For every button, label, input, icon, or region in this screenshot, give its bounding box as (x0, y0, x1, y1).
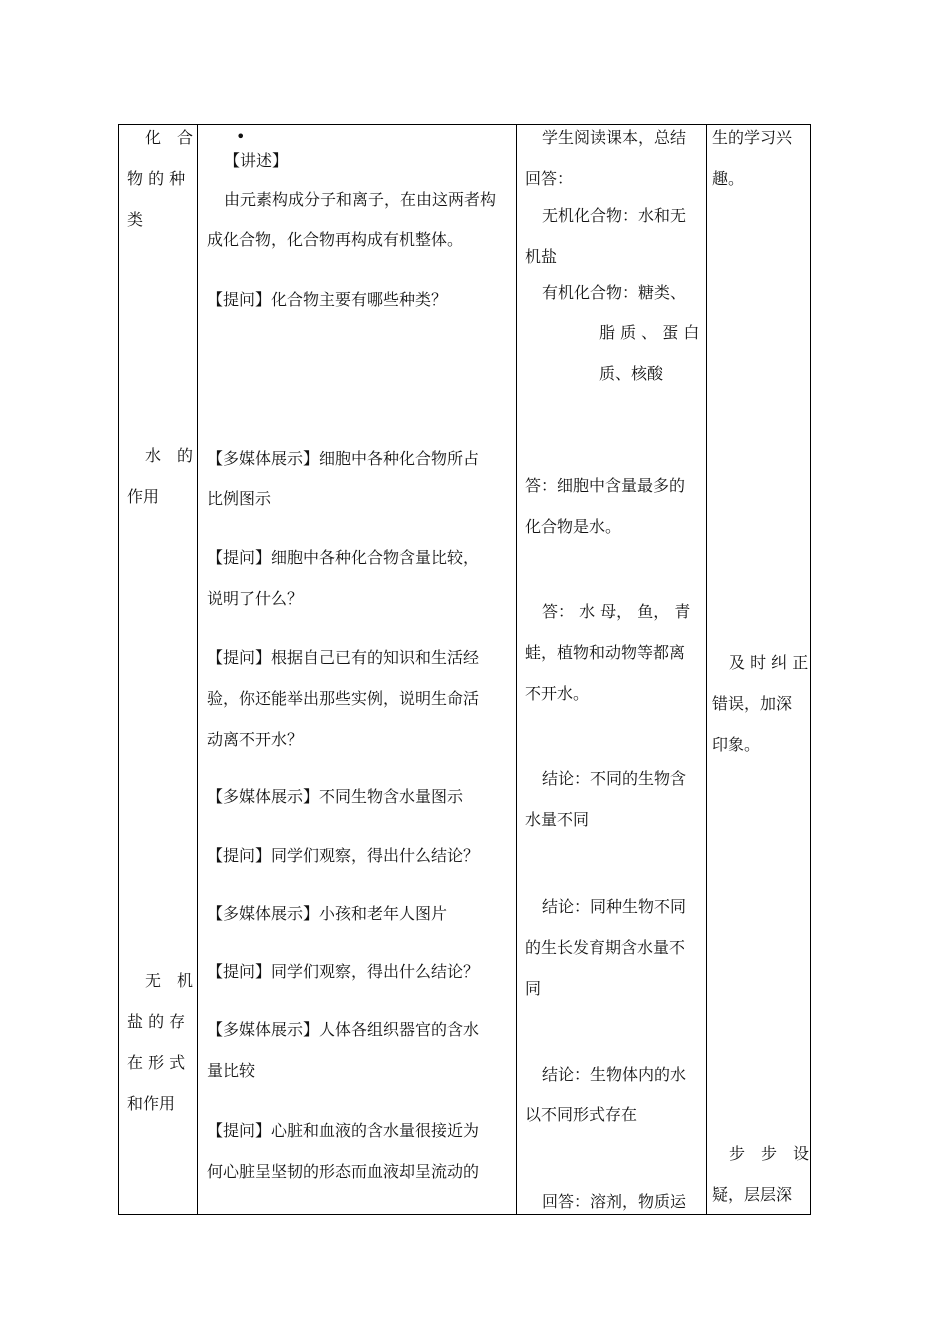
teacher-line: 【多媒体展示】不同生物含水量图示 (207, 787, 464, 806)
intent-line: 生的学习兴 (712, 128, 793, 147)
teacher-line: 【提问】根据自己已有的知识和生活经 (207, 648, 480, 667)
teacher-line: 【多媒体展示】人体各组织器官的含水 (207, 1020, 480, 1039)
teacher-line: 说明了什么？ (207, 589, 304, 608)
student-line: 学生阅读课本，总结 (542, 128, 687, 147)
teacher-line: 【提问】化合物主要有哪些种类？ (207, 290, 448, 309)
topic-inorganic-salt: 和作用 (127, 1094, 176, 1113)
teacher-line: 比例图示 (207, 489, 272, 508)
teacher-line: 【提问】细胞中各种化合物含量比较， (207, 548, 480, 567)
teacher-line: 量比较 (207, 1061, 256, 1080)
teacher-line: 动离不开水？ (207, 730, 304, 749)
student-line: 化合物是水。 (525, 517, 622, 536)
column-divider (516, 125, 517, 1214)
student-line: 结论：同种生物不同 (542, 897, 687, 916)
intent-line: 步 步 设 (729, 1144, 810, 1163)
topic-inorganic-salt: 盐 的 存 (127, 1012, 186, 1031)
intent-line: 及 时 纠 正 (729, 653, 809, 672)
student-line: 有机化合物：糖类、 (542, 283, 687, 302)
student-line: 以不同形式存在 (525, 1105, 638, 1124)
student-line: 答：细胞中含量最多的 (525, 476, 686, 495)
student-line: 答： 水 母， 鱼， 青 (542, 602, 691, 621)
topic-inorganic-salt: 在 形 式 (127, 1053, 186, 1072)
lesson-plan-table (118, 124, 811, 1215)
column-divider (706, 125, 707, 1214)
student-line: 蛙，植物和动物等都离 (525, 643, 686, 662)
student-line: 机盐 (525, 247, 558, 266)
student-line: 的生长发育期含水量不 (525, 938, 686, 957)
teacher-line: 【提问】心脏和血液的含水量很接近为 (207, 1121, 480, 1140)
intent-line: 趣。 (712, 169, 745, 188)
student-line: 脂 质 、 蛋 白 (599, 323, 700, 342)
column-divider (197, 125, 198, 1214)
student-line: 水量不同 (525, 810, 590, 829)
topic-compound-types: 化 合 (145, 128, 194, 147)
topic-compound-types: 类 (127, 210, 144, 229)
student-line: 回答：溶剂，物质运 (542, 1192, 687, 1211)
student-line: 无机化合物：水和无 (542, 206, 687, 225)
bullet-point: • (236, 127, 246, 146)
student-line: 不开水。 (525, 684, 590, 703)
topic-inorganic-salt: 无 机 (145, 971, 194, 990)
topic-water-role: 水 的 (145, 446, 194, 465)
teacher-line: 【提问】同学们观察，得出什么结论？ (207, 846, 480, 865)
topic-compound-types: 物 的 种 (127, 169, 186, 188)
intent-line: 错误，加深 (712, 694, 793, 713)
teacher-line: 【多媒体展示】小孩和老年人图片 (207, 904, 448, 923)
student-line: 结论：不同的生物含 (542, 769, 687, 788)
intent-line: 印象。 (712, 735, 761, 754)
student-line: 回答： (525, 169, 574, 188)
teacher-line: 【多媒体展示】细胞中各种化合物所占 (207, 449, 480, 468)
teacher-line: 由元素构成分子和离子，在由这两者构 (224, 190, 497, 209)
intent-line: 疑，层层深 (712, 1185, 793, 1204)
student-line: 同 (525, 979, 542, 998)
topic-water-role: 作用 (127, 487, 160, 506)
teacher-line: 成化合物，化合物再构成有机整体。 (207, 230, 464, 249)
teacher-line: 【提问】同学们观察，得出什么结论？ (207, 962, 480, 981)
teacher-line: 何心脏呈坚韧的形态而血液却呈流动的 (207, 1162, 480, 1181)
teacher-line: 【讲述】 (224, 151, 289, 170)
teacher-line: 验，你还能举出那些实例，说明生命活 (207, 689, 480, 708)
student-line: 结论：生物体内的水 (542, 1065, 687, 1084)
student-line: 质、核酸 (599, 364, 664, 383)
